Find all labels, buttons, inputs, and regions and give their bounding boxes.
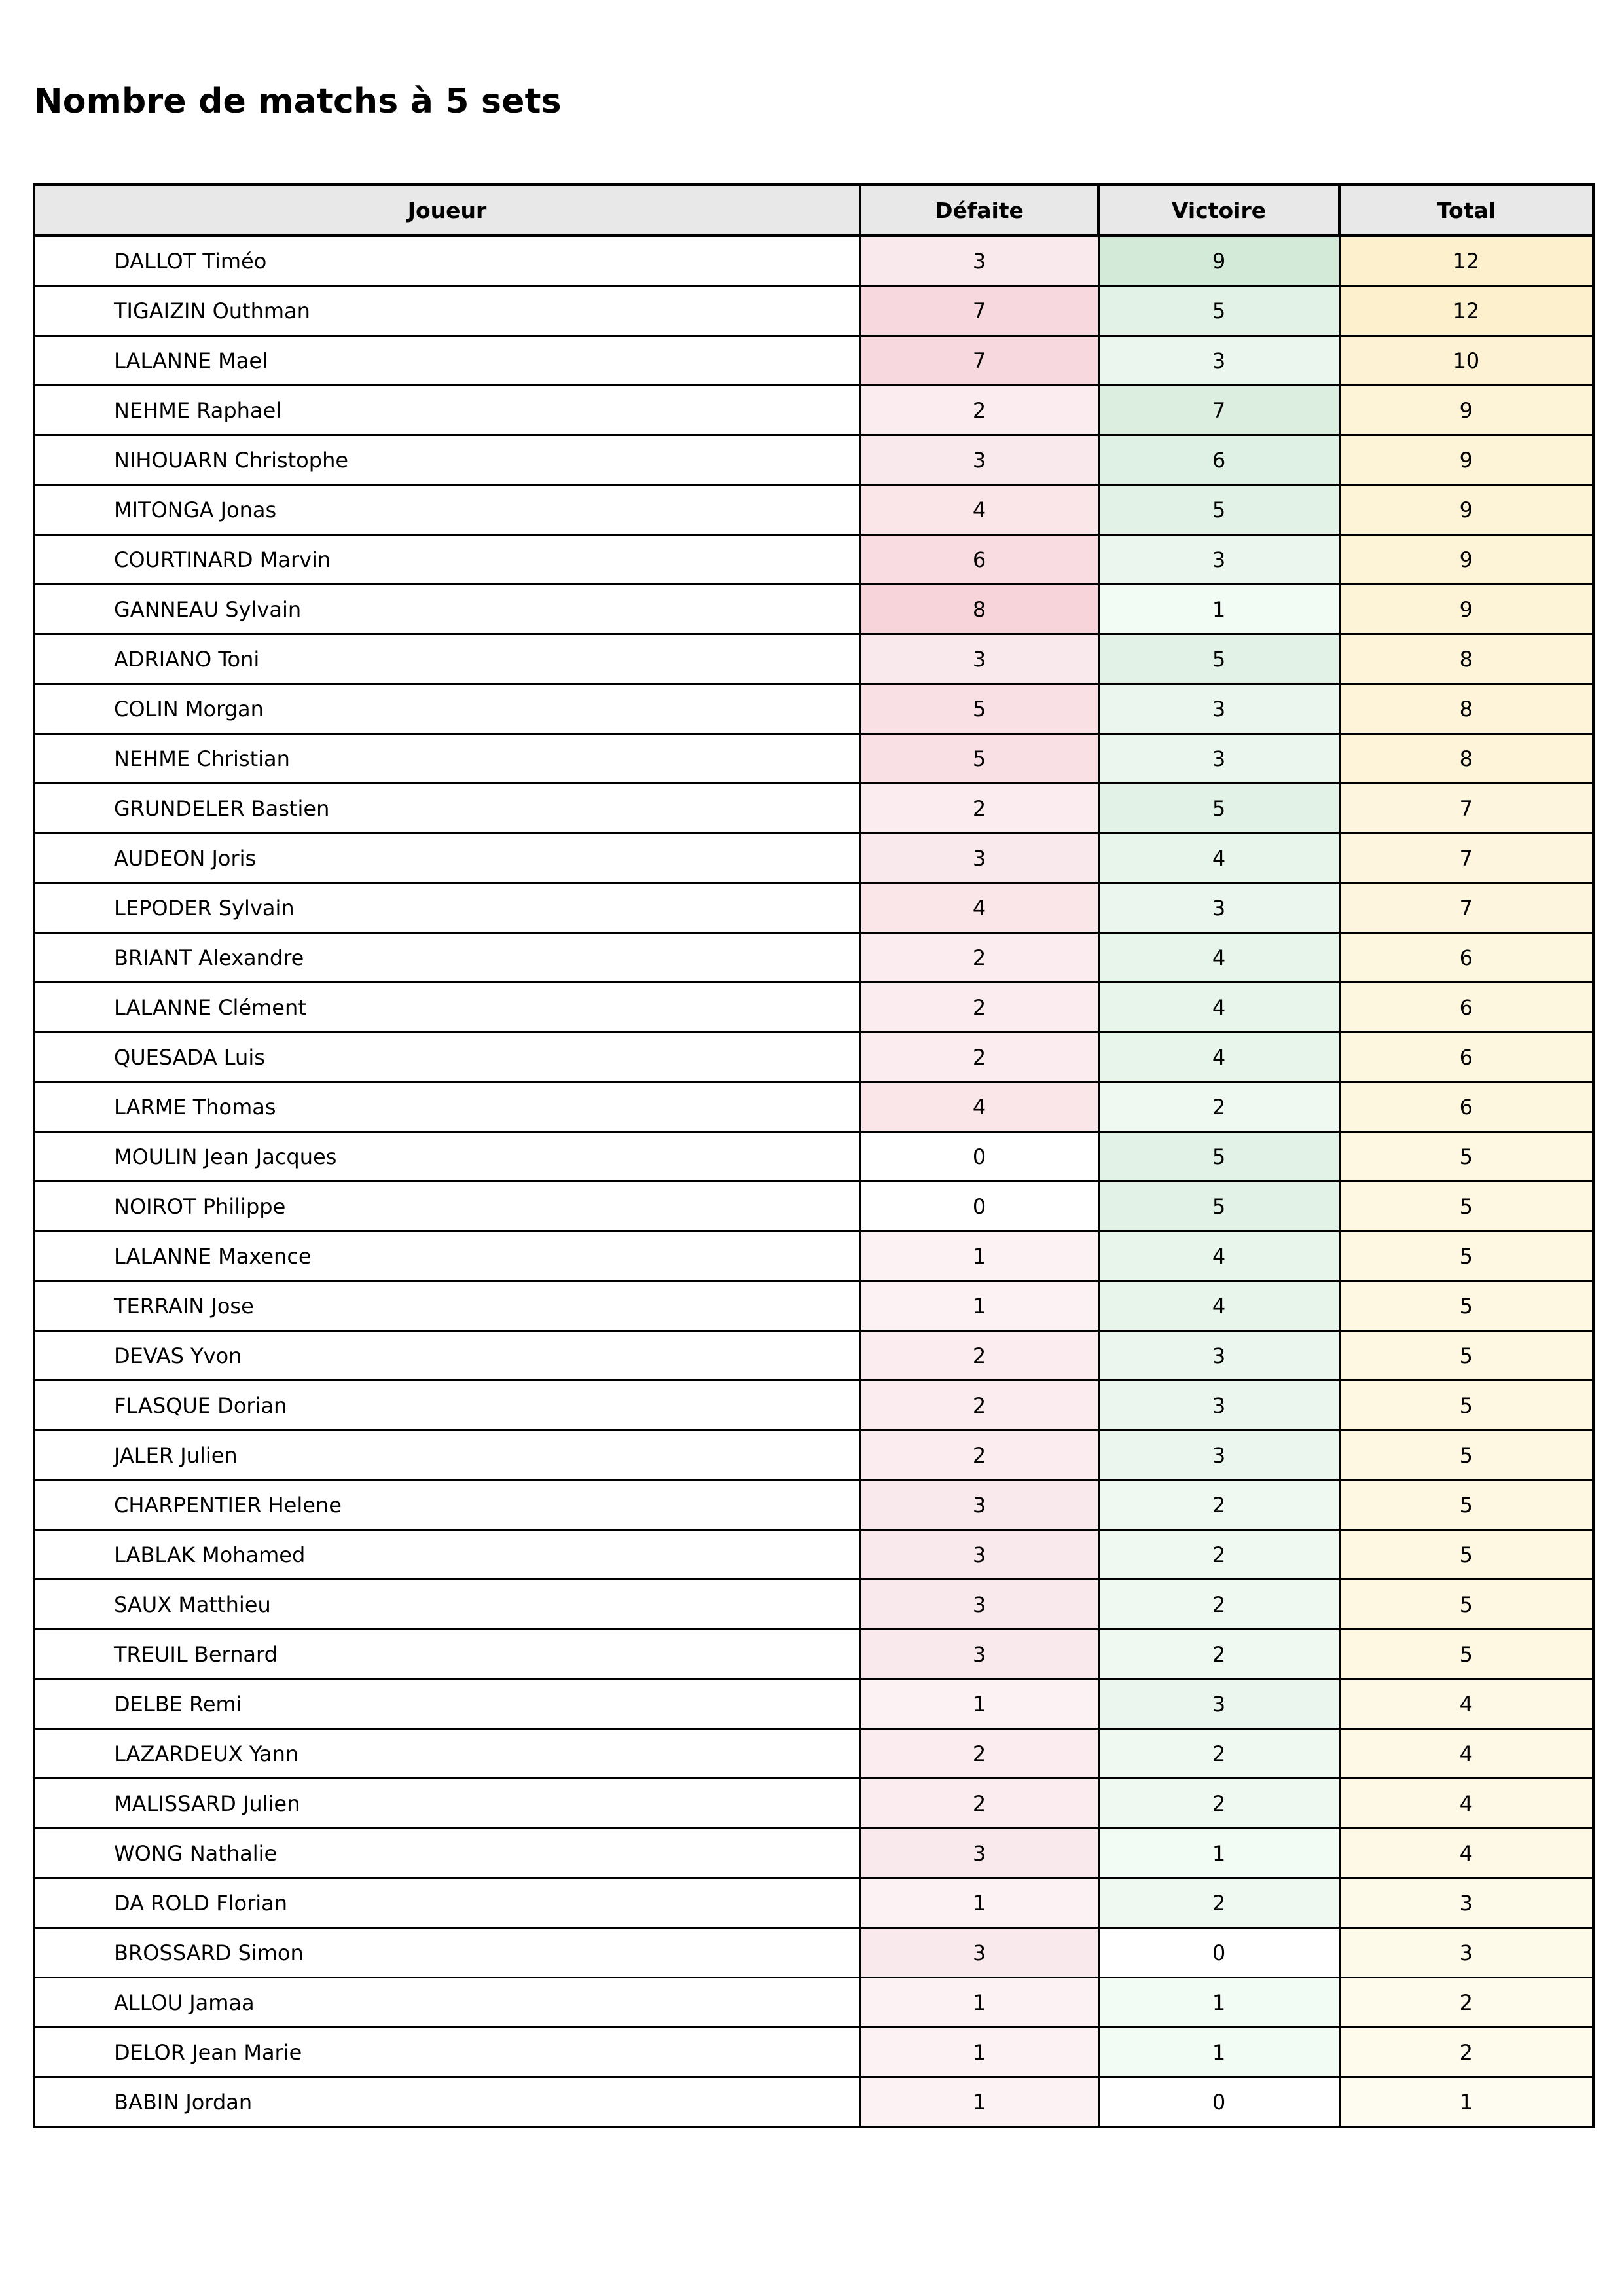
table-row: [34, 1580, 1593, 1630]
cell-total: 9: [1339, 535, 1593, 585]
cell-joueur: GRUNDELER Bastien: [34, 784, 860, 833]
cell-victoire: 0: [1098, 1928, 1339, 1978]
cell-victoire: 3: [1098, 1381, 1339, 1430]
cell-total: 6: [1339, 933, 1593, 983]
cell-victoire: 5: [1098, 634, 1339, 684]
cell-victoire: 5: [1098, 784, 1339, 833]
table-row: [34, 435, 1593, 485]
table-row: [34, 485, 1593, 535]
cell-joueur: CHARPENTIER Helene: [34, 1480, 860, 1530]
table-row: [34, 1331, 1593, 1381]
cell-joueur: QUESADA Luis: [34, 1032, 860, 1082]
cell-defaite: 5: [860, 734, 1098, 784]
cell-joueur: TERRAIN Jose: [34, 1281, 860, 1331]
cell-defaite: 1: [860, 1231, 1098, 1281]
cell-victoire: 9: [1098, 236, 1339, 286]
table-row: [34, 1928, 1593, 1978]
cell-total: 8: [1339, 734, 1593, 784]
cell-victoire: 5: [1098, 1132, 1339, 1182]
cell-joueur: TREUIL Bernard: [34, 1630, 860, 1679]
column-header-total[interactable]: Total: [1339, 185, 1593, 236]
cell-defaite: 1: [860, 2077, 1098, 2128]
cell-victoire: 6: [1098, 435, 1339, 485]
cell-victoire: 5: [1098, 286, 1339, 336]
cell-joueur: DALLOT Timéo: [34, 236, 860, 286]
cell-total: 5: [1339, 1530, 1593, 1580]
cell-defaite: 3: [860, 1630, 1098, 1679]
column-header-victoire[interactable]: Victoire: [1098, 185, 1339, 236]
cell-joueur: MOULIN Jean Jacques: [34, 1132, 860, 1182]
cell-total: 7: [1339, 833, 1593, 883]
cell-defaite: 2: [860, 1331, 1098, 1381]
cell-defaite: 1: [860, 1679, 1098, 1729]
cell-victoire: 0: [1098, 2077, 1339, 2128]
cell-defaite: 0: [860, 1182, 1098, 1231]
cell-joueur: BROSSARD Simon: [34, 1928, 860, 1978]
cell-defaite: 5: [860, 684, 1098, 734]
cell-joueur: DELOR Jean Marie: [34, 2028, 860, 2077]
cell-victoire: 3: [1098, 1331, 1339, 1381]
table-row: [34, 1381, 1593, 1430]
cell-joueur: NOIROT Philippe: [34, 1182, 860, 1231]
cell-joueur: MITONGA Jonas: [34, 485, 860, 535]
cell-defaite: 2: [860, 1032, 1098, 1082]
cell-total: 9: [1339, 485, 1593, 535]
cell-total: 5: [1339, 1182, 1593, 1231]
cell-total: 2: [1339, 1978, 1593, 2028]
cell-victoire: 3: [1098, 336, 1339, 386]
table-row: [34, 1679, 1593, 1729]
cell-total: 7: [1339, 883, 1593, 933]
cell-defaite: 6: [860, 535, 1098, 585]
cell-joueur: LALANNE Clément: [34, 983, 860, 1032]
cell-joueur: MALISSARD Julien: [34, 1779, 860, 1829]
cell-victoire: 2: [1098, 1729, 1339, 1779]
cell-defaite: 3: [860, 1480, 1098, 1530]
cell-defaite: 2: [860, 1381, 1098, 1430]
cell-total: 5: [1339, 1132, 1593, 1182]
cell-total: 5: [1339, 1231, 1593, 1281]
cell-defaite: 8: [860, 585, 1098, 634]
cell-victoire: 1: [1098, 2028, 1339, 2077]
cell-victoire: 2: [1098, 1779, 1339, 1829]
cell-joueur: LEPODER Sylvain: [34, 883, 860, 933]
cell-defaite: 3: [860, 1580, 1098, 1630]
table-row: [34, 386, 1593, 435]
table-row: [34, 585, 1593, 634]
cell-total: 5: [1339, 1480, 1593, 1530]
table-row: [34, 734, 1593, 784]
cell-total: 3: [1339, 1928, 1593, 1978]
cell-total: 9: [1339, 386, 1593, 435]
cell-defaite: 3: [860, 634, 1098, 684]
table-row: [34, 883, 1593, 933]
cell-defaite: 1: [860, 2028, 1098, 2077]
cell-defaite: 2: [860, 1430, 1098, 1480]
cell-defaite: 2: [860, 1779, 1098, 1829]
cell-total: 12: [1339, 236, 1593, 286]
cell-victoire: 4: [1098, 1032, 1339, 1082]
cell-joueur: BRIANT Alexandre: [34, 933, 860, 983]
cell-joueur: GANNEAU Sylvain: [34, 585, 860, 634]
cell-defaite: 1: [860, 1978, 1098, 2028]
cell-victoire: 4: [1098, 1231, 1339, 1281]
cell-victoire: 1: [1098, 1829, 1339, 1878]
column-header-joueur[interactable]: Joueur: [34, 185, 860, 236]
cell-victoire: 3: [1098, 1679, 1339, 1729]
cell-defaite: 1: [860, 1878, 1098, 1928]
cell-victoire: 5: [1098, 485, 1339, 535]
cell-defaite: 0: [860, 1132, 1098, 1182]
table-row: [34, 784, 1593, 833]
table-row: [34, 1630, 1593, 1679]
cell-total: 4: [1339, 1829, 1593, 1878]
cell-defaite: 3: [860, 236, 1098, 286]
cell-total: 8: [1339, 634, 1593, 684]
cell-victoire: 4: [1098, 933, 1339, 983]
cell-joueur: FLASQUE Dorian: [34, 1381, 860, 1430]
cell-defaite: 7: [860, 286, 1098, 336]
table-row: [34, 2028, 1593, 2077]
cell-total: 8: [1339, 684, 1593, 734]
cell-victoire: 1: [1098, 1978, 1339, 2028]
cell-victoire: 2: [1098, 1480, 1339, 1530]
cell-victoire: 3: [1098, 535, 1339, 585]
cell-joueur: NIHOUARN Christophe: [34, 435, 860, 485]
table-row: [34, 1231, 1593, 1281]
cell-victoire: 2: [1098, 1630, 1339, 1679]
table-row: [34, 983, 1593, 1032]
cell-total: 9: [1339, 585, 1593, 634]
cell-victoire: 2: [1098, 1082, 1339, 1132]
cell-total: 7: [1339, 784, 1593, 833]
cell-victoire: 5: [1098, 1182, 1339, 1231]
cell-joueur: LARME Thomas: [34, 1082, 860, 1132]
table-body: [34, 236, 1593, 2127]
cell-defaite: 2: [860, 386, 1098, 435]
table-row: [34, 1430, 1593, 1480]
cell-victoire: 4: [1098, 833, 1339, 883]
table-row: [34, 1978, 1593, 2028]
cell-victoire: 4: [1098, 983, 1339, 1032]
cell-joueur: AUDEON Joris: [34, 833, 860, 883]
five-set-matches-table: [33, 183, 1595, 2128]
cell-defaite: 3: [860, 1829, 1098, 1878]
cell-defaite: 7: [860, 336, 1098, 386]
table-row: [34, 1032, 1593, 1082]
cell-joueur: ADRIANO Toni: [34, 634, 860, 684]
cell-victoire: 3: [1098, 883, 1339, 933]
cell-total: 5: [1339, 1331, 1593, 1381]
cell-total: 6: [1339, 1032, 1593, 1082]
cell-victoire: 3: [1098, 1430, 1339, 1480]
cell-total: 5: [1339, 1381, 1593, 1430]
column-header-defaite[interactable]: Défaite: [860, 185, 1098, 236]
table-row: [34, 634, 1593, 684]
cell-total: 12: [1339, 286, 1593, 336]
table-row: [34, 1480, 1593, 1530]
cell-joueur: COURTINARD Marvin: [34, 535, 860, 585]
cell-joueur: COLIN Morgan: [34, 684, 860, 734]
cell-joueur: BABIN Jordan: [34, 2077, 860, 2128]
cell-joueur: LAZARDEUX Yann: [34, 1729, 860, 1779]
cell-total: 5: [1339, 1580, 1593, 1630]
cell-total: 6: [1339, 983, 1593, 1032]
cell-total: 4: [1339, 1729, 1593, 1779]
cell-joueur: TIGAIZIN Outhman: [34, 286, 860, 336]
table-row: [34, 1530, 1593, 1580]
cell-joueur: LALANNE Mael: [34, 336, 860, 386]
table-row: [34, 1878, 1593, 1928]
cell-joueur: DEVAS Yvon: [34, 1331, 860, 1381]
cell-joueur: DA ROLD Florian: [34, 1878, 860, 1928]
cell-defaite: 1: [860, 1281, 1098, 1331]
cell-joueur: SAUX Matthieu: [34, 1580, 860, 1630]
cell-joueur: WONG Nathalie: [34, 1829, 860, 1878]
table-row: [34, 286, 1593, 336]
table-row: [34, 833, 1593, 883]
cell-total: 1: [1339, 2077, 1593, 2128]
table-header: [34, 185, 1593, 236]
cell-defaite: 2: [860, 933, 1098, 983]
table-row: [34, 1729, 1593, 1779]
cell-total: 6: [1339, 1082, 1593, 1132]
cell-defaite: 2: [860, 983, 1098, 1032]
cell-victoire: 4: [1098, 1281, 1339, 1331]
cell-joueur: LABLAK Mohamed: [34, 1530, 860, 1580]
table-row: [34, 933, 1593, 983]
cell-joueur: LALANNE Maxence: [34, 1231, 860, 1281]
cell-defaite: 3: [860, 435, 1098, 485]
stats-table-container: [33, 183, 1592, 2128]
table-row: [34, 684, 1593, 734]
cell-joueur: NEHME Raphael: [34, 386, 860, 435]
cell-total: 10: [1339, 336, 1593, 386]
cell-total: 4: [1339, 1679, 1593, 1729]
table-row: [34, 1082, 1593, 1132]
header-row: [34, 185, 1593, 236]
cell-defaite: 2: [860, 1729, 1098, 1779]
cell-joueur: ALLOU Jamaa: [34, 1978, 860, 2028]
table-row: [34, 1281, 1593, 1331]
cell-defaite: 4: [860, 1082, 1098, 1132]
table-row: [34, 2077, 1593, 2128]
cell-defaite: 3: [860, 1530, 1098, 1580]
table-row: [34, 1132, 1593, 1182]
cell-victoire: 2: [1098, 1580, 1339, 1630]
cell-victoire: 2: [1098, 1878, 1339, 1928]
table-row: [34, 535, 1593, 585]
cell-total: 4: [1339, 1779, 1593, 1829]
cell-total: 9: [1339, 435, 1593, 485]
cell-joueur: NEHME Christian: [34, 734, 860, 784]
cell-defaite: 4: [860, 883, 1098, 933]
cell-total: 5: [1339, 1630, 1593, 1679]
cell-total: 3: [1339, 1878, 1593, 1928]
cell-victoire: 7: [1098, 386, 1339, 435]
cell-victoire: 2: [1098, 1530, 1339, 1580]
cell-joueur: JALER Julien: [34, 1430, 860, 1480]
cell-defaite: 4: [860, 485, 1098, 535]
cell-joueur: DELBE Remi: [34, 1679, 860, 1729]
table-row: [34, 236, 1593, 286]
cell-total: 5: [1339, 1430, 1593, 1480]
cell-victoire: 3: [1098, 684, 1339, 734]
cell-victoire: 3: [1098, 734, 1339, 784]
page-title: Nombre de matchs à 5 sets: [34, 81, 562, 121]
table-row: [34, 1182, 1593, 1231]
cell-defaite: 2: [860, 784, 1098, 833]
cell-victoire: 1: [1098, 585, 1339, 634]
cell-defaite: 3: [860, 833, 1098, 883]
table-row: [34, 336, 1593, 386]
table-row: [34, 1779, 1593, 1829]
cell-total: 5: [1339, 1281, 1593, 1331]
cell-defaite: 3: [860, 1928, 1098, 1978]
cell-total: 2: [1339, 2028, 1593, 2077]
table-row: [34, 1829, 1593, 1878]
